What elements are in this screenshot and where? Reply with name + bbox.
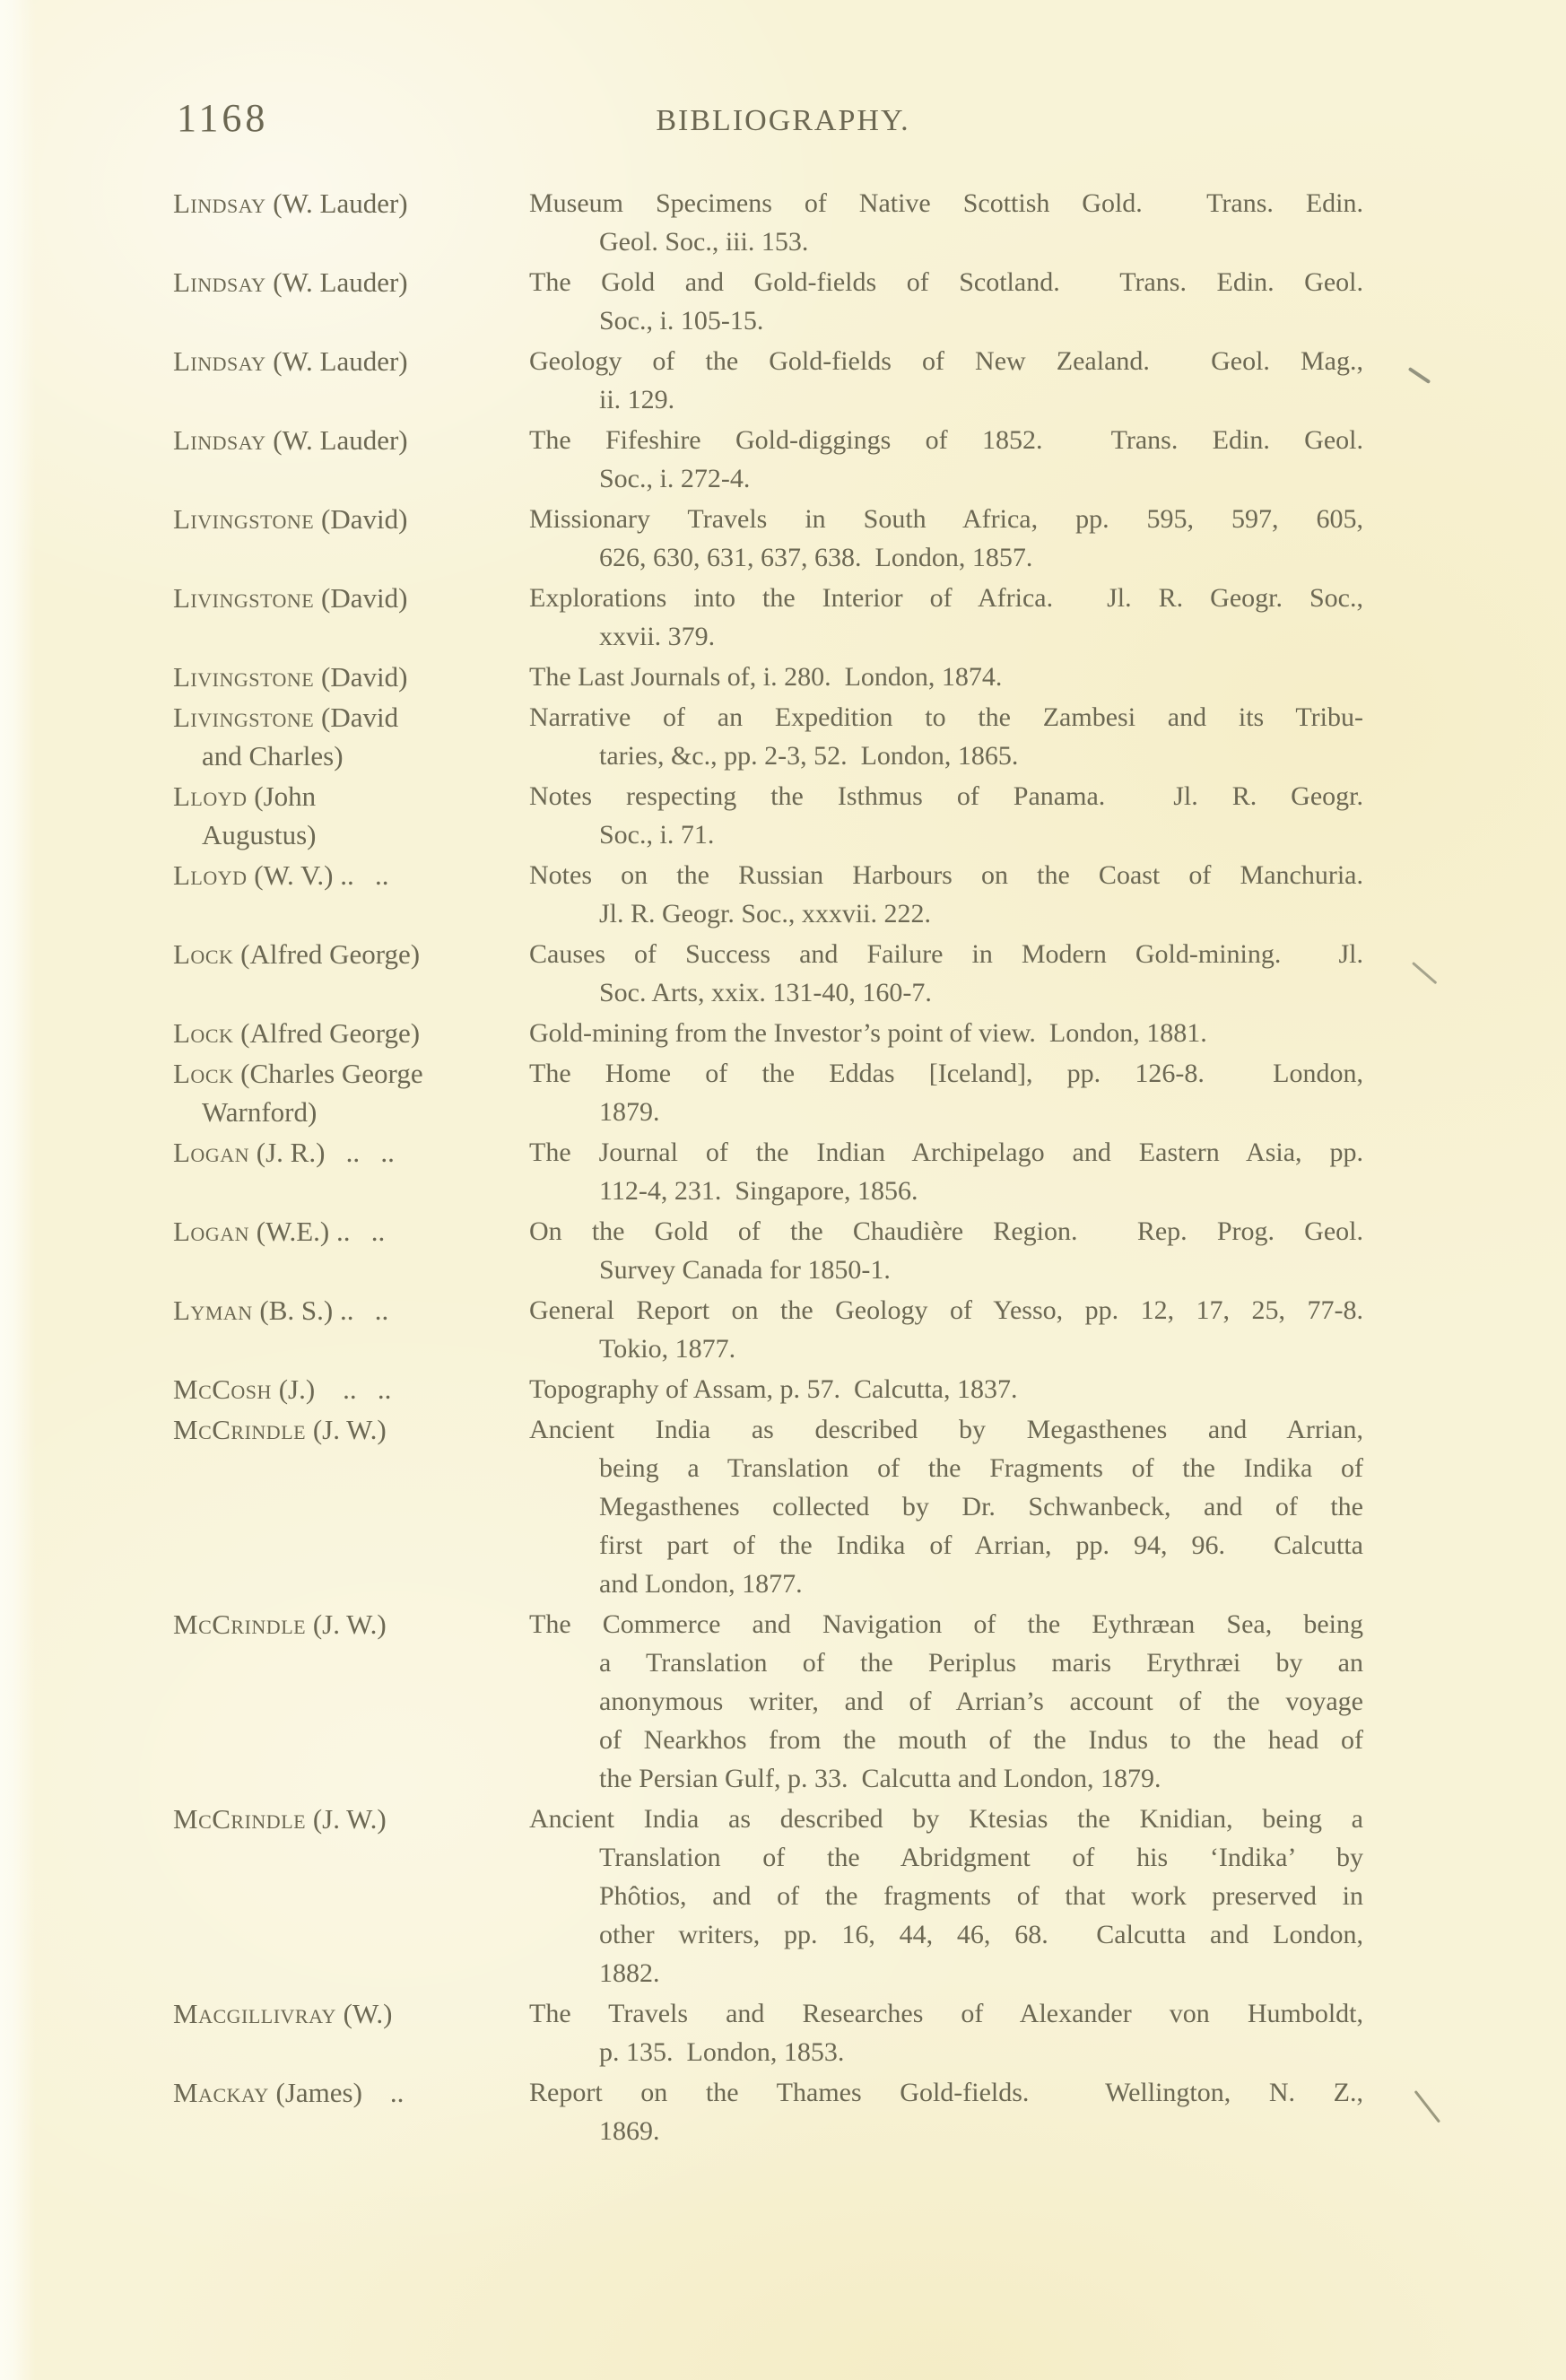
entry-body xyxy=(529,1054,1363,1131)
bibliography-entry xyxy=(173,2073,1363,2150)
author-line: Lock (Alfred George) xyxy=(173,1017,421,1049)
author-line: Lindsay (W. Lauder) xyxy=(173,424,408,456)
body-line: The Fifeshire Gold-diggings of 1852. Trans. Edin. Geol. xyxy=(529,425,1363,455)
body-line: Museum Specimens of Native Scottish Gold. Trans. Edin. xyxy=(529,188,1363,218)
body-line: xxvii. 379. xyxy=(599,622,716,651)
entry-body xyxy=(529,1800,1363,1992)
body-line: Jl. R. Geogr. Soc., xxxvii. 222. xyxy=(599,899,932,928)
author-line: Lloyd (W. V.) .. .. xyxy=(173,859,389,891)
entry-author xyxy=(173,1605,529,1643)
body-line: General Report on the Geology of Yesso, pp. 12, 17, 25, 77-8. xyxy=(529,1295,1363,1325)
entry-author xyxy=(173,263,529,301)
entry-body xyxy=(529,1133,1363,1210)
entry-body xyxy=(529,579,1363,656)
body-line: and London, 1877. xyxy=(599,1569,803,1599)
body-line: Explorations into the Interior of Africa. Jl. R. Geogr. Soc., xyxy=(529,583,1363,613)
bibliography-entry xyxy=(173,1054,1363,1131)
pen-mark xyxy=(1412,962,1437,984)
entry-author xyxy=(173,579,529,617)
entry-author xyxy=(173,935,529,973)
body-line: Tokio, 1877. xyxy=(599,1334,736,1364)
author-line: Livingstone (David) xyxy=(173,661,408,693)
body-line: a Translation of the Periplus maris Erythræi by an xyxy=(599,1648,1363,1678)
bibliography-entry xyxy=(173,658,1363,696)
entry-author xyxy=(173,777,529,854)
body-line: Phôtios, and of the fragments of that work preserved in xyxy=(599,1881,1363,1911)
bibliography-entry xyxy=(173,1291,1363,1368)
entry-body xyxy=(529,184,1363,261)
entry-body xyxy=(529,1014,1363,1052)
bibliography-entry xyxy=(173,856,1363,933)
entry-body xyxy=(529,500,1363,577)
bibliography-entry xyxy=(173,1014,1363,1052)
body-line: p. 135. London, 1853. xyxy=(599,2037,845,2067)
body-line: Geol. Soc., iii. 153. xyxy=(599,227,809,257)
entry-body xyxy=(529,1212,1363,1289)
bibliography-entry xyxy=(173,263,1363,340)
body-line: The Commerce and Navigation of the Eythræan Sea, being xyxy=(529,1609,1363,1639)
body-line: Topography of Assam, p. 57. Calcutta, 1837. xyxy=(529,1374,1018,1404)
body-line: The Home of the Eddas [Iceland], pp. 126-8. London, xyxy=(529,1059,1363,1088)
body-line: Translation of the Abridgment of his ‘Indika’ by xyxy=(599,1843,1363,1872)
bibliography-entry xyxy=(173,421,1363,498)
body-line: of Nearkhos from the mouth of the Indus to the head of xyxy=(599,1725,1363,1755)
author-line: McCosh (J.) .. .. xyxy=(173,1373,392,1405)
entry-author xyxy=(173,500,529,538)
bibliography-entry xyxy=(173,579,1363,656)
author-line: Livingstone (David) xyxy=(173,503,408,535)
body-line: Soc., i. 105-15. xyxy=(599,306,764,336)
bibliography-entry xyxy=(173,777,1363,854)
entry-body xyxy=(529,421,1363,498)
author-line: McCrindle (J. W.) xyxy=(173,1414,387,1445)
body-line: Ancient India as described by Megasthenes and Arrian, xyxy=(529,1415,1363,1444)
body-line: Ancient India as described by Ktesias the Knidian, being a xyxy=(529,1804,1363,1834)
entry-author xyxy=(173,1370,529,1408)
body-line: 112-4, 231. Singapore, 1856. xyxy=(599,1176,918,1206)
entry-body xyxy=(529,1291,1363,1368)
author-line: Macgillivray (W.) xyxy=(173,1998,393,2029)
body-line: other writers, pp. 16, 44, 46, 68. Calcutta and London, xyxy=(599,1920,1363,1949)
entry-author xyxy=(173,2073,529,2112)
entry-body xyxy=(529,856,1363,933)
body-line: Notes on the Russian Harbours on the Coast of Manchuria. xyxy=(529,860,1363,890)
bibliography-entry xyxy=(173,184,1363,261)
author-line: McCrindle (J. W.) xyxy=(173,1608,387,1640)
bibliography-entry xyxy=(173,1410,1363,1603)
body-line: Soc., i. 272-4. xyxy=(599,464,751,493)
entry-author xyxy=(173,1410,529,1449)
author-line: Warnford) xyxy=(202,1096,318,1128)
body-line: The Last Journals of, i. 280. London, 1874. xyxy=(529,662,1003,692)
page-number: 1168 xyxy=(177,96,269,140)
body-line: Missionary Travels in South Africa, pp. 595, 597, 605, xyxy=(529,504,1363,534)
pen-mark xyxy=(1408,367,1431,384)
body-line: the Persian Gulf, p. 33. Calcutta and London, 1879. xyxy=(599,1764,1161,1793)
body-line: first part of the Indika of Arrian, pp. 94, 96. Calcutta xyxy=(599,1530,1363,1560)
body-line: Report on the Thames Gold-fields. Wellington, N. Z., xyxy=(529,2078,1363,2107)
entry-body xyxy=(529,698,1363,775)
author-line: Lindsay (W. Lauder) xyxy=(173,345,408,377)
author-line: Augustus) xyxy=(202,819,317,850)
entry-author xyxy=(173,1133,529,1172)
entry-body xyxy=(529,1370,1363,1408)
body-line: 1869. xyxy=(599,2116,660,2146)
body-line: Megasthenes collected by Dr. Schwanbeck, and of the xyxy=(599,1492,1363,1521)
author-line: Lloyd (John xyxy=(173,780,317,812)
entry-author xyxy=(173,1212,529,1251)
author-line: Lindsay (W. Lauder) xyxy=(173,266,408,298)
body-line: 1882. xyxy=(599,1958,660,1988)
bibliography-entry xyxy=(173,1800,1363,1992)
author-line: Lock (Alfred George) xyxy=(173,938,421,970)
author-line: and Charles) xyxy=(202,740,344,772)
bibliography-entry xyxy=(173,1994,1363,2071)
bibliography-entries xyxy=(173,184,1363,2152)
entry-body xyxy=(529,777,1363,854)
page-title: BIBLIOGRAPHY. xyxy=(656,104,910,137)
author-line: Lindsay (W. Lauder) xyxy=(173,187,408,219)
body-line: 626, 630, 631, 637, 638. London, 1857. xyxy=(599,543,1033,572)
body-line: anonymous writer, and of Arrian’s account of the voyage xyxy=(599,1687,1363,1716)
bibliography-entry xyxy=(173,342,1363,419)
body-line: Notes respecting the Isthmus of Panama. Jl. R. Geogr. xyxy=(529,781,1363,811)
entry-body xyxy=(529,658,1363,696)
body-line: On the Gold of the Chaudière Region. Rep. Prog. Geol. xyxy=(529,1216,1363,1246)
author-line: Lock (Charles George xyxy=(173,1058,423,1089)
body-line: Soc. Arts, xxix. 131-40, 160-7. xyxy=(599,978,932,1007)
body-line: Gold-mining from the Investor’s point of view. London, 1881. xyxy=(529,1018,1207,1048)
entry-author xyxy=(173,421,529,459)
author-line: McCrindle (J. W.) xyxy=(173,1803,387,1835)
body-line: The Journal of the Indian Archipelago and Eastern Asia, pp. xyxy=(529,1138,1363,1167)
entry-author xyxy=(173,1054,529,1131)
entry-body xyxy=(529,263,1363,340)
bibliography-entry xyxy=(173,1605,1363,1798)
author-line: Livingstone (David xyxy=(173,702,399,733)
body-line: Causes of Success and Failure in Modern Gold-mining. Jl. xyxy=(529,939,1363,969)
entry-author xyxy=(173,698,529,775)
body-line: Soc., i. 71. xyxy=(599,820,715,850)
entry-author xyxy=(173,342,529,380)
body-line: being a Translation of the Fragments of the Indika of xyxy=(599,1453,1363,1483)
body-line: 1879. xyxy=(599,1097,660,1127)
bibliography-entry xyxy=(173,1133,1363,1210)
author-line: Mackay (James) .. xyxy=(173,2077,405,2108)
author-line: Logan (J. R.) .. .. xyxy=(173,1137,395,1168)
entry-author xyxy=(173,1994,529,2033)
bibliography-entry xyxy=(173,698,1363,775)
body-line: The Gold and Gold-fields of Scotland. Trans. Edin. Geol. xyxy=(529,267,1363,297)
entry-body xyxy=(529,1605,1363,1798)
entry-author xyxy=(173,1014,529,1052)
body-line: taries, &c., pp. 2-3, 52. London, 1865. xyxy=(599,741,1019,771)
body-line: Geology of the Gold-fields of New Zealand. Geol. Mag., xyxy=(529,346,1363,376)
entry-author xyxy=(173,658,529,696)
bibliography-entry xyxy=(173,935,1363,1012)
entry-body xyxy=(529,2073,1363,2150)
entry-author xyxy=(173,856,529,894)
body-line: The Travels and Researches of Alexander von Humboldt, xyxy=(529,1999,1363,2028)
body-line: Narrative of an Expedition to the Zambesi and its Tribu- xyxy=(529,702,1363,732)
entry-body xyxy=(529,1994,1363,2071)
body-line: ii. 129. xyxy=(599,385,675,414)
author-line: Livingstone (David) xyxy=(173,582,408,614)
entry-body xyxy=(529,935,1363,1012)
bibliography-entry xyxy=(173,1212,1363,1289)
bibliography-entry xyxy=(173,500,1363,577)
pen-mark xyxy=(1414,2090,1440,2123)
body-line: Survey Canada for 1850-1. xyxy=(599,1255,891,1285)
entry-body xyxy=(529,1410,1363,1603)
author-line: Logan (W.E.) .. .. xyxy=(173,1216,386,1247)
entry-author xyxy=(173,1800,529,1838)
entry-author xyxy=(173,1291,529,1329)
author-line: Lyman (B. S.) .. .. xyxy=(173,1295,389,1326)
entry-author xyxy=(173,184,529,222)
entry-body xyxy=(529,342,1363,419)
bibliography-entry xyxy=(173,1370,1363,1408)
